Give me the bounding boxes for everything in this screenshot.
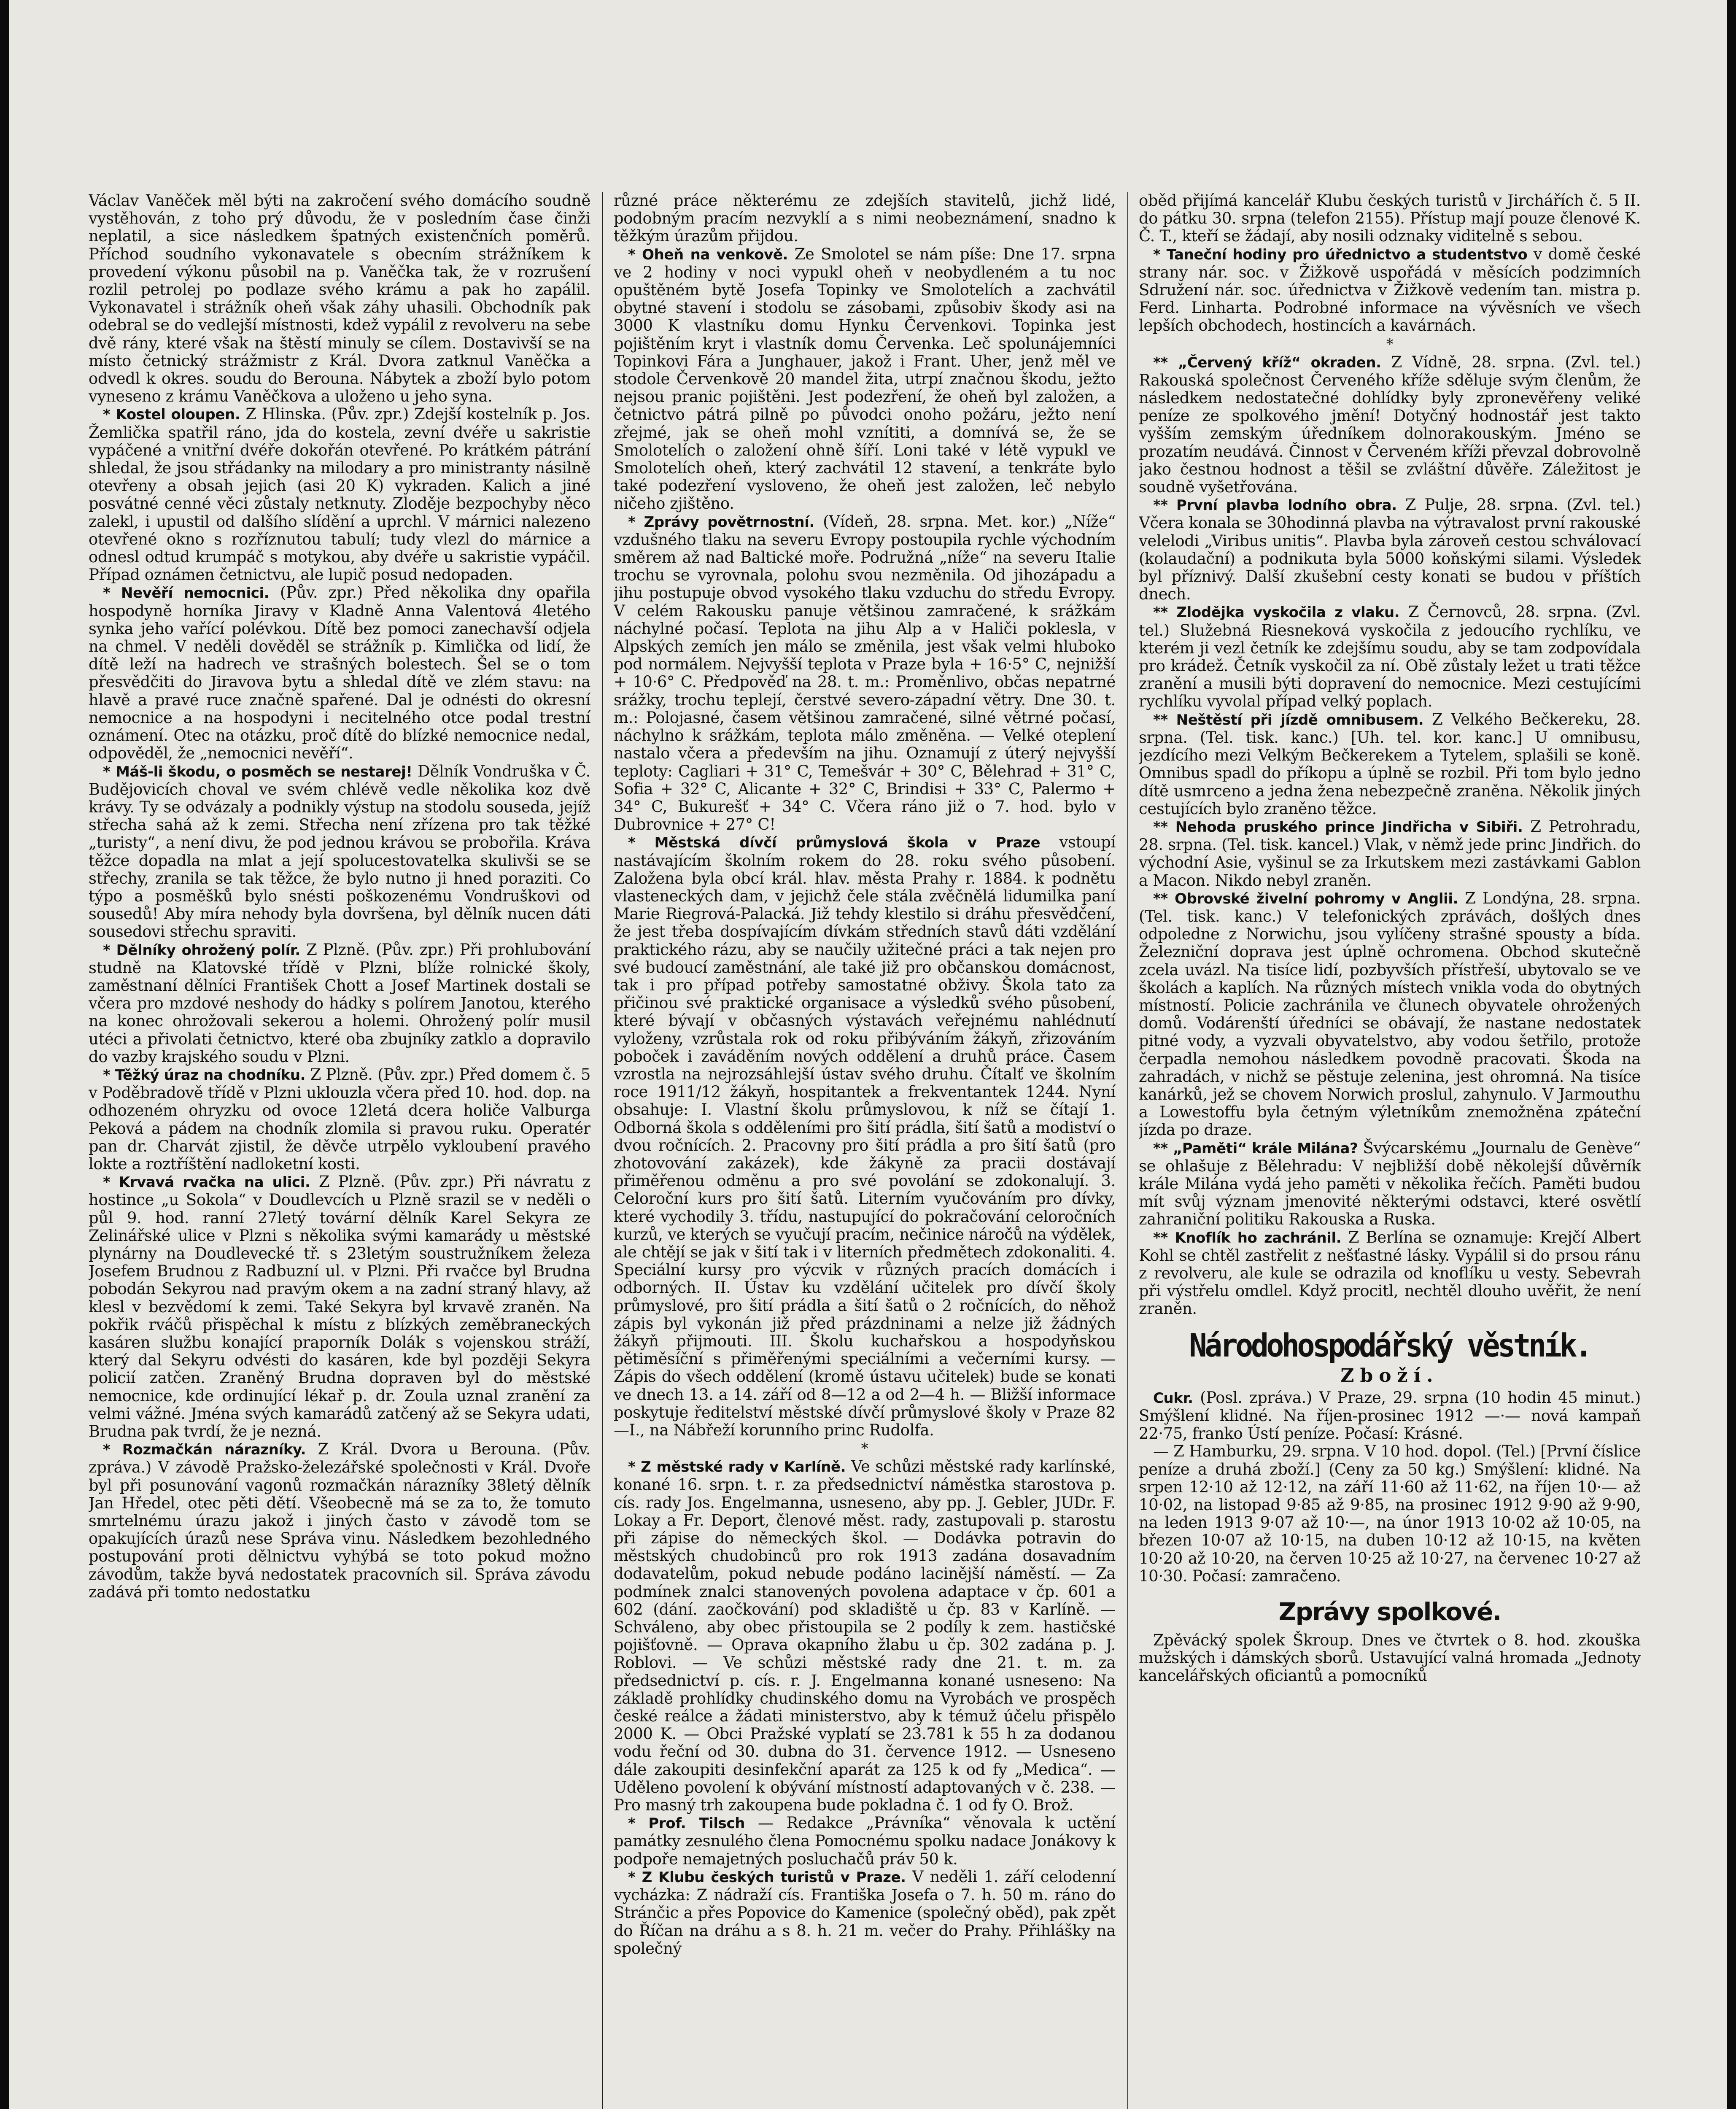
article-headline: * Oheň na venkově. [628, 246, 788, 263]
article-text: (Posl. zpráva.) V Praze, 29. srpna (10 hodin 45 minut.) Smýšlení klidné. Na říjen-prosinec 1912 —·— nová kampaň 22·75, franko Ústí peníze. Počasí: Krásné. [1139, 1388, 1641, 1443]
article-paragraph [614, 1458, 1116, 1814]
article-headline: ** Knoflík ho zachránil. [1153, 1229, 1342, 1246]
article-text: Z Velkého Bečkereku, 28. srpna. (Tel. tisk. kanc.) [Uh. tel. kor. kanc.] U omnibusu, jezdícího mezi Velkým Bečkerekem a Tytelem, splašili se koně. Omnibus spadl do příkopu a úplně se rozbil. Při tom bylo jedno dítě usmrceno a jedna žena nebezpečně zraněna. Několik jiných cestujících bylo zraněno těžce. [1139, 710, 1641, 818]
article-headline: ** „Paměti“ krále Milána? [1153, 1140, 1358, 1157]
article-paragraph [89, 1173, 590, 1440]
article-text: Václav Vaněček měl býti na zakročení svého domácího soudně vystěhován, z toho prý důvodu, že v posledním čase činži neplatil, a sice následkem špatných existenčních poměrů. Příchod soudního vykonavatele s obecním strážníkem k provedení výkonu působil na p. Vaněčka tak, že v rozrušení rozlil petrolej po podlaze svého krámu a pak ho zapálil. Vykonavatel i strážník oheň však záhy uhasili. Obchodník pak odebral se do vedlejší místnosti, kdež vypálil z revolveru na sebe dvě rány, které však na štěstí minuly se cílem. Dostavivší se na místo četnický strážmistr z Král. Dvora zatknul Vaněčka a odvedl k okres. soudu do Berouna. Nábytek a zboží bylo potom vyneseno z krámu Vaněčkova a uloženo u jeho syna. [89, 192, 590, 406]
article-paragraph [1139, 1229, 1641, 1318]
article-headline: * Krvavá rvačka na ulici. [103, 1174, 310, 1191]
article-paragraph [1139, 245, 1641, 335]
article-headline: * Zprávy povětrnostní. [628, 513, 814, 531]
article-headline: * Rozmačkán nárazníky. [103, 1441, 306, 1459]
article-paragraph [1139, 496, 1641, 603]
goods-subtitle: Zboží. [1340, 1365, 1439, 1386]
article-paragraph [1139, 1632, 1641, 1685]
article-text: Z Hlinska. (Pův. zpr.) Zdejší kostelník p. Jos. Žemlička spatřil ráno, jda do kostela, zevní dvéře u sakristie vypáčené a vnitřní dvéře dokořán otevřené. Po krátkém pátrání shledal, že jsou střádanky na milodary a pro ministranty násilně otevřeny a obsah jejich (asi 20 K) vykraden. Kalich a jiné posvátné cenné věci zůstaly netknuty. Zloděje bezpochyby něco zalekl, i upustil od dalšího slídění a uprchl. V márnici nalezeno otevřené okno s rozříznutou tabulí; tudy vlezl do márnice a odnesl odtud krumpáč s motykou, aby dvéře u sakristie vypáčil. Případ oznámen četnictvu, ale lupič posud nedopaden. [89, 405, 590, 584]
article-paragraph [614, 1868, 1116, 1958]
article-text: (Pův. zpr.) Před několika dny opařila hospodyně horníka Jiravy v Kladně Anna Valentová 4letého synka jeho vařící polévkou. Dítě bez pomoci zanechavší odjela na chmel. V neděli dověděl se strážník p. Kimlička od lidí, že dítě leží na hadrech ve strašných bolestech. Šel se o tom přesvědčiti do Jiravova bytu a shledal dítě ve zlém stavu: na hlavě a pravé ruce značně spařené. Dal je odnésti do okresní nemocnice a na hospodyni i necitelného otce podal trestní oznámení. Otec na otázku, proč dítě do blízké nemocnice nedal, odpověděl, že „nemocnici nevěří“. [89, 583, 590, 763]
column-rule [1127, 192, 1128, 2109]
article-text: Zpěvácký spolek Škroup. Dnes ve čtvrtek o 8. hod. zkouška mužských i dámských sborů. Ustavující valná hromada „Jednoty kancelářských oficiantů a pomocníků [1139, 1631, 1641, 1685]
article-headline: Cukr. [1153, 1389, 1193, 1407]
article-text: Švýcarskému „Journalu de Genève“ se ohlašuje z Bělehradu: V nejbližší době několejší důvěrník krále Milána vydá jeho paměti v několika řečích. Paměti budou mít svůj význam jmenovité některými odstavci, které osvětlí zahraniční politiku Rakouska a Ruska. [1139, 1138, 1641, 1229]
article-paragraph [614, 245, 1116, 513]
article-text: V neděli 1. září celodenní vycházka: Z nádraží cís. Františka Josefa o 7. h. 50 m. ráno do Stránčic a přes Popovice do Kamenice (společný oběd), pak zpět do Říčan na dráhu a s 8. h. 21 m. večer do Prahy. Přihlášky na společný [614, 1867, 1116, 1958]
article-paragraph [89, 1066, 590, 1173]
column-1 [89, 192, 590, 2109]
scan-edge-right [1727, 0, 1736, 2109]
section-separator-star: * [861, 1440, 868, 1457]
article-headline: * Městská dívčí průmyslová škola v Praze [628, 834, 1041, 852]
club-news-body [1139, 1632, 1641, 1685]
column-2 [614, 192, 1116, 2109]
article-paragraph [614, 192, 1116, 245]
column-3-news [1139, 192, 1641, 1318]
article-paragraph [614, 513, 1116, 834]
article-headline: * Kostel oloupen. [103, 406, 240, 423]
article-paragraph [89, 192, 590, 405]
article-text: Z Pulje, 28. srpna. (Zvl. tel.) Včera konala se 30hodinná plavba na výtravalost první rakouské velelodi „Viribus unitis“. Plavba byla zároveň cestou schválovací (kolaudační) a podnikuta byla 5000 koňskými silami. Výsledek byl příznivý. Další zkušební cesty konati se budou v příštích dnech. [1139, 496, 1641, 604]
article-text: Z Vídně, 28. srpna. (Zvl. tel.) Rakouská společnost Červeného kříže sděluje svým členům, že následkem nedostatečné dohlídky byly zpronevěřeny veliké peníze ze spolkového jmění! Dotyčný hodnostář jest takto vyšším zemským úředníkem dolnorakouským. Jméno se prozatím neudává. Činnost v Červeném kříži převzal dobrovolně jako čestnou hodnost a těšil se zvláštní důvěře. Záležitost je soudně vyšetřována. [1139, 353, 1641, 496]
article-text: — Z Hamburku, 29. srpna. V 10 hod. dopol. (Tel.) [První číslice peníze a druhá zboží.] (Ceny za 50 kg.) Smýšlení: klidné. Na srpen 12·10 až 12·12, na září 11·60 až 11·62, na říjen 10·— až 10·02, na listopad 9·85 až 9·85, na prosinec 1912 9·90 až 9·90, na leden 1913 9·07 až 10·—, na únor 1913 10·02 až 10·05, na březen 10·07 až 10·15, na duben 10·12 až 10·15, na květen 10·20 až 10·20, na červen 10·25 až 10·27, na červenec 10·27 až 10·30. Počasí: zamračeno. [1139, 1442, 1641, 1585]
article-text: Z Černovců, 28. srpna. (Zvl. tel.) Služebná Riesneková vyskočila z jedoucího rychlíku, ve kterém ji vezl četník ke zdejšímu soudu, aby se tam zodpovídala pro krádež. Četník vyskočil za ní. Obě zůstaly ležet u trati těžce zranění a musili býti dopravení do nemocnice. Mezi cestujícími rychlíku vyvolal případ velký poplach. [1139, 603, 1641, 711]
article-text: vstoupí nastávajícím školním rokem do 28. roku svého působení. Založena byla obcí král. hlav. města Prahy r. 1884. k podnětu vlasteneckých dam, v jejichž čele stála zvěčnělá lidumilka paní Marie Riegrová-Palacká. Již tehdy klestilo si dráhu přesvědčení, že jest třeba dospívajícím dívkám středních stavů dáti vzdělání praktického rázu, aby se naučily užitečné práci a tak nejen pro své budoucí zaměstnání, ale také již pro občanskou domácnost, tak i pro případ potřeby samostatné obživy. Škola tato za přičinou své praktické organisace a výsledků svého působení, které bývají v občasných výstavách veřejnému nahlédnutí vyloženy, vzrůstala rok od roku přibýváním žákyň, zřizováním poboček i zaváděním nových oddělení a druhů práce. Časem vzrostla na nejrozsáhlejší ústav svého druhu. Čítalť ve školním roce 1911/12 žákyň, hospitantek a frekventantek 1244. Nyní obsahuje: I. Vlastní školu průmyslovou, k níž se čítají 1. Odborná škola s odděleními pro šití prádla, šití šatů a modiství o dvou ročnících. 2. Pracovny pro šití prádla a pro šití šatů (pro zhotovování zakázek), kde žákyně za pracii dostávají přiměřenou odměnu a pro své povolání se zdokonalují. 3. Celoroční kurs pro šití šatů. Literním vyučováním pro dívky, které vychodily 3. třídu, nastupující do pokračování celoročních kurzů, ve kterých se vyučují pracím, nečinice náročů na výdělek, ale chtějí se jak v šití tak i v literních předmětech zdokonaliti. 4. Speciální kursy pro výcvik v různých pracích domácích i odborných. II. Ústav ku vzdělání učitelek pro dívčí školy průmyslové, pro šití prádla a šití šatů o 2 ročnících, do něhož zápis byl vykonán již před prázdninami a nelze již žádných žákyň přijmouti. III. Školu kuchařskou a hospodyňskou pětiměsíční s přiměřenými speciálními a večerními kursy. — Zápis do všech oddělení (kromě ústavu učitelek) bude se konati ve dnech 13. a 14. září od 8—12 a od 2—4 h. — Bližší informace poskytuje ředitelství městské dívčí průmyslové školy v Praze 82—I., na Nábřeží korunního princ Rudolfa. [614, 833, 1116, 1440]
article-paragraph [1139, 890, 1641, 1139]
article-headline: ** Zlodějka vyskočila z vlaku. [1153, 604, 1400, 621]
article-text: Z Petrohradu, 28. srpna. (Tel. tisk. kancel.) Vlak, v němž jede princ Jindřich. do východní Asie, vyšinul se za Irkutskem mezi zastávkami Gablon a Macon. Nikdo nebyl zraněn. [1139, 817, 1641, 890]
column-3 [1139, 192, 1641, 2109]
article-text: Z Král. Dvora u Berouna. (Pův. zpráva.) V závodě Pražsko-železářské společnosti v Král. Dvoře byl při posunování vagonů rozmačkán nárazníky 38letý dělník Jan Hředel, otec pěti dětí. Všeobecně má se za to, že tomuto smrtelnému úrazu jakož i jiných často v závodě tom se opakujících úrazů nese Správa vinu. Následkem bezohledného postupování proti dělnictvu vyhýbá se toto pokud možno závodům, takže byvá nedostatek pracovních sil. Správa závodu zadává při tomto nedostatku [89, 1440, 590, 1601]
article-headline: ** Neštěstí při jízdě omnibusem. [1153, 711, 1424, 728]
economic-bulletin-title: Národohospodářský věstník. [1189, 1326, 1590, 1364]
article-text: Z Plzně. (Pův. zpr.) Při návratu z hostince „u Sokola“ v Doudlevcích u Plzně srazil se v neděli o půl 9. hod. ranní 27letý tovární dělník Karel Sekyra ze Zelinářské ulice v Plzni s několika svými kamarády u městské plynárny na Doudlevecké tř. s 23letým soustružníkem železa Josefem Brudnou z Radbuzní ul. v Plzni. Při rvačce byl Brudna pobodán Sekyrou nad pravým okem a na zadní straný hlavy, až klesl v bezvědomí k zemi. Také Sekyra byl krvavě zraněn. Na pokřik rváčů přispěchal k místu z blízkých zeměbraneckých kasáren službu konající praporník Dolák s vojenskou stráží, který dal Sekyru odvésti do kasáren, kde byl později Sekyra policií zatčen. Zraněný Brudna dopraven byl do městské nemocnice, kde ordinující lékař p. dr. Zoula uznal zranění za velmi vážné. Jména svých kamarádů zatčený až se Sekyra udati, Brudna pak tvrdí, že je nezná. [89, 1173, 590, 1441]
club-news-title: Zprávy spolkové. [1278, 1597, 1501, 1626]
scan-edge-left [0, 0, 9, 2109]
article-text: oběd přijímá kancelář Klubu českých turistů v Jirchářích č. 5 II. do pátku 30. srpna (telefon 2155). Přístup mají pouze členové K. Č. T., kteří se žádají, aby nosili odznaky viditelně s sebou. [1139, 192, 1641, 245]
article-text: — Redakce „Právníka“ věnovala k uctění památky zesnulého člena Pomocnému spolku nadace Jonákovy k podpoře nemajetných posluchačů práv 50 k. [614, 1814, 1116, 1868]
article-text: Z Plzně. (Pův. zpr.) Před domem č. 5 v Poděbradově třídě v Plzni uklouzla včera před 10. hod. dop. na odhozeném ohryzku od ovoce 12letá dcera holiče Valburga Peková a pádem na chodník zlomila si pravou ruku. Operatér pan dr. Charvát zjistil, že děvče utrpělo vykloubení pravého lokte a roztříštění nadloketní kosti. [89, 1065, 590, 1173]
economic-bulletin-body [1139, 1389, 1641, 1585]
article-paragraph [1139, 603, 1641, 710]
article-text: Ve schůzi městské rady karlínské, konané 16. srpn. t. r. za předsednictví náměstka starostova p. cís. rady Jos. Engelmanna, usneseno, aby pp. J. Gebler, JUDr. F. Lokay a Fr. Deport, členové měst. rady, zastupovali p. starostu při zápise do německých škol. — Dodávka potravin do městských chudobinců pro rok 1913 zadána dosavadním dodavatelům, pokud nebude podáno lacinější náměstí. — Za podmínek znalci stanovených povolena adaptace v čp. 601 a 602 (dání. zaočkování) pod skladiště u čp. 83 v Karlíně. — Schváleno, aby obec přistoupila se 2 podíly k zem. hastičské pojišťovně. — Oprava okapního žlabu u čp. 302 zadána p. J. Roblovi. — Ve schůzi městské rady dne 21. t. m. za předsednictví p. cís. r. J. Engelmanna konané usneseno: Na základě prohlídky chudinského domu na Vyrobách ve prospěch české reálce a žádati ministerstvo, aby k témuž účelu přispělo 2000 K. — Obci Pražské vyplatí se 23.781 k 55 h za dodanou vodu řeční od 30. dubna do 31. července 1912. — Usneseno dále zakoupiti desinfekční aparát za 125 k od fy „Medica“. — Uděleno povolení k obývání místností adaptovaných v č. 238. — Pro masný trh zakoupena bude pokladna č. 1 od fy O. Brož. [614, 1457, 1116, 1815]
article-text: Ze Smolotel se nám píše: Dne 17. srpna ve 2 hodiny v noci vypukl oheň v neobydleném a tu noc opuštěném bytě Josefa Topinky ve Smolotelích a zachvátil obytné stavení i stodolu se zásobami, způsobiv škody asi na 3000 K vlastníku domu Hynku Červenkovi. Topinka jest pojištěním kryt i vlastník domu Červenka. Leč spolunájemníci Topinkovi Fára a Junghauer, jakož i Frant. Uher, jenž měl ve stodole Červenkově 20 mandel žita, utrpí značnou škodu, ježto nejsou pranic pojištěni. Jest podezření, že oheň byl založen, a četnictvo pátrá pilně po původci onoho požáru, ježto není zřejmé, jak se oheň mohl vznítiti, a domnívá se, že se Smolotelích o založení ohně šíří. Loni také v létě vypukl ve Smolotelích oheň, který zachvátil 12 stavení, a tenkráte bylo také podezření vysloveno, že oheň jest založen, leč nebylo ničeho zjištěno. [614, 245, 1116, 513]
article-text: Dělník Vondruška v Č. Budějovicích choval ve svém chlévě vedle několika koz dvě krávy. Ty se odvázaly a podnikly výstup na stodolu souseda, jejíž střecha sahá až k zemi. Střecha není zřízena pro tak těžké „turisty“, a není divu, že pod jednou krávou se probořila. Kráva těžce dopadla na mlat a její spolucestovatelka skulivši se se střechy, zranila se tak těžce, že bylo nutno ji hned poraziti. Co týpo a posměšků bylo snésti poškozenému Vondruškovi od sousedů! Aby míra nehody byla dovršena, byl dělník nucen dáti sousedovi střechu spraviti. [89, 762, 590, 941]
article-text: Z Plzně. (Pův. zpr.) Při prohlubování studně na Klatovské třídě v Plzni, blíže rolnické školy, zaměstnaní dělníci František Chott a Josef Martinek dostali se včera pro mzdové neshody do hádky s polírem Janotou, kterého na konec ohrožovali sekerou a holemi. Ohrožený polír musil utéci a přivolati četnictvo, které oba zbujníky zatklo a dopravilo do vazby krajského soudu v Plzni. [89, 940, 590, 1066]
article-paragraph [89, 763, 590, 941]
article-headline: * Z Klubu českých turistů v Praze. [628, 1869, 906, 1886]
article-headline: ** „Červený kříž“ okraden. [1153, 354, 1381, 371]
article-headline: ** Obrovské živelní pohromy v Anglii. [1153, 890, 1458, 907]
article-text: různé práce některému ze zdejších stavitelů, jichž lidé, podobným pracím nezvyklí a s nimi neobeznámení, snadno k těžkým úrazům přijdou. [614, 192, 1116, 245]
article-paragraph [1139, 1443, 1641, 1585]
text-columns [89, 192, 1649, 2109]
article-paragraph [89, 1440, 590, 1601]
newspaper-page [89, 192, 1649, 2109]
article-paragraph [1139, 1139, 1641, 1229]
article-headline: * Prof. Tilsch [628, 1815, 745, 1832]
article-paragraph [614, 1814, 1116, 1868]
article-headline: ** Nehoda pruského prince Jindřicha v Sibiři. [1153, 818, 1523, 836]
article-paragraph [89, 405, 590, 584]
article-text: v domě české strany nár. soc. v Žižkově uspořádá v měsících podzimních Sdružení nár. soc. úřednictva v Žižkově vedením tan. mistra p. Ferd. Linharta. Podrobné informace na vývěsních ve všech lepších obchodech, hostincích a kavárnách. [1139, 245, 1641, 335]
article-paragraph [614, 833, 1116, 1439]
article-headline: * Z městské rady v Karlíně. [628, 1459, 846, 1476]
article-headline: ** První plavba lodního obra. [1153, 497, 1397, 514]
article-text: Z Londýna, 28. srpna. (Tel. tisk. kanc.) V telefonických zprávách, došlých dnes odpoledne z Norwichu, jsou vylíčeny strašné spousty a bída. Železniční doprava jest úplně ochromena. Obchod skutečně zcela uvázl. Na tisíce lidí, pozbyvších přístřeší, ubytovalo se ve školách a kaplích. Na různých místech vnikla voda do obytných místností. Policie zachránila ve člunech obyvatele ohrožených domů. Vodárenští úředníci se obávají, že nastane nedostatek pitné vody, a vyzvali obyvatelstvo, aby vodou šetřilo, protože čerpadla nemohou následkem povodně pracovati. Škoda na zahradách, v nichž se pěstuje zelenina, jest ohromná. Na tisíce kanárků, jež se chovem Norwich proslul, zahynulo. V Jarmouthu a Lowestoffu byla četným výletníkům znemožněna zpáteční jízda po draze. [1139, 889, 1641, 1139]
article-text: (Vídeň, 28. srpna. Met. kor.) „Níže“ vzdušného tlaku na severu Evropy postoupila rychle východním směrem až nad Baltické moře. Podružná „níže“ na severu Italie trochu se vyrovnala, polohu svou nezměnila. Od jihozápadu a jihu postupuje obvod vysokého tlaku vzduchu do středu Evropy. V celém Rakousku panuje většinou zamračené, k srážkám náchylné počasí. Teplota na jihu Alp a v Haliči poklesla, v Alpských zemích jen málo se změnila, jest však velmi hluboko pod normálem. Nejvyšší teplota v Praze byla + 16·5° C, nejnižší + 10·6° C. Předpověď na 28. t. m.: Proměnlivo, občas nepatrné srážky, trochu teplejí, čerstvé severo-západní větry. Dne 30. t. m.: Polojasné, časem většinou zamračené, silné větrné počasí, náchylno k srážkám, teplota málo změněna. — Velké oteplení nastalo včera a především na jihu. Oznamují z úterý nejvyšší teploty: Cagliari + 31° C, Temešvár + 30° C, Bělehrad + 31° C, Sofia + 32° C, Alicante + 32° C, Brindisi + 33° C, Palermo + 34° C, Bukurešť + 34° C. Včera ráno již o 7. hod. bylo v Dubrovnice + 27° C! [614, 512, 1116, 834]
section-separator-star: * [1386, 335, 1394, 353]
column-rule [602, 192, 603, 2109]
article-text: Z Berlína se oznamuje: Krejčí Albert Kohl se chtěl zastřelit z nešťastné lásky. Vypálil si do prsou ránu z revolveru, ale kule se odrazila od knoflíku u vesty. Sebevrah při výstřelu omdlel. Když procitl, nechtěl dlouho uvěřit, že není zraněn. [1139, 1228, 1641, 1318]
article-paragraph [1139, 818, 1641, 890]
article-paragraph [89, 584, 590, 762]
article-headline: * Dělníky ohrožený polír. [103, 941, 300, 959]
article-paragraph [1139, 192, 1641, 245]
article-headline: * Taneční hodiny pro úřednictvo a studentstvo [1153, 246, 1528, 263]
article-paragraph [89, 941, 590, 1066]
article-paragraph [1139, 353, 1641, 496]
article-headline: * Nevěří nemocnici. [103, 585, 270, 602]
article-paragraph [1139, 1389, 1641, 1443]
article-headline: * Těžký úraz na chodníku. [103, 1066, 306, 1084]
article-headline: * Máš-li škodu, o posměch se nestarej! [103, 763, 412, 780]
article-paragraph [1139, 711, 1641, 818]
